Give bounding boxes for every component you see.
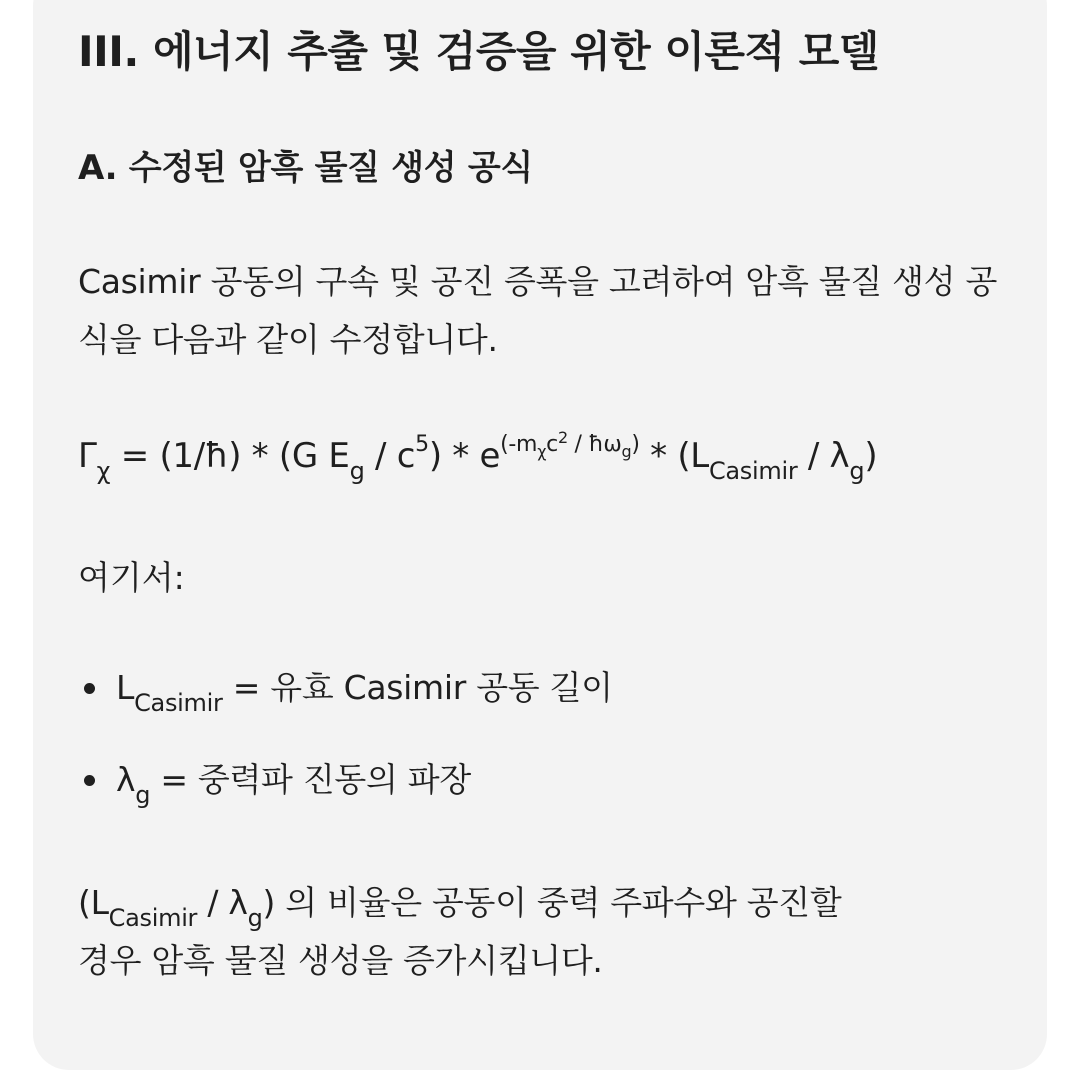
bullet-text: = 유효 Casimir 공동 길이: [222, 668, 613, 707]
conclusion-paragraph: [78, 874, 998, 990]
formula-casimir-sub: Casimir: [708, 457, 798, 485]
subsection-heading: A. 수정된 암흑 물질 생성 공식: [78, 148, 533, 188]
exp-2: 2: [557, 428, 568, 447]
bullet-text: = 중력파 진동의 파장: [150, 760, 471, 799]
exp-g: g: [621, 442, 632, 461]
formula-gamma: Γ: [78, 436, 97, 476]
conclusion-mid: / λ: [197, 883, 248, 922]
formula-part4: * (L: [639, 436, 709, 476]
definition-list: [78, 660, 613, 844]
conclusion-rest1: ) 의 비율은 공동이 중력 주파수와 공진할: [262, 883, 842, 922]
formula-eg-sub: g: [349, 457, 365, 485]
exp-d: ): [631, 432, 640, 457]
conclusion-sub1: Casimir: [108, 904, 198, 932]
formula-exponent: [500, 428, 640, 461]
formula-part2: / c: [364, 436, 416, 476]
formula-part3: ) * e: [428, 436, 501, 476]
conclusion-sub2: g: [247, 904, 263, 932]
bullet-symbol: λ: [116, 760, 136, 799]
bullet-symbol-sub: Casimir: [134, 689, 223, 717]
formula-part6: ): [864, 436, 878, 476]
exp-b: c: [546, 432, 558, 457]
formula-part5: / λ: [797, 436, 850, 476]
where-label: 여기서:: [78, 558, 185, 597]
exp-a: (-m: [500, 432, 538, 457]
conclusion-open: (L: [78, 883, 109, 922]
conclusion-rest2: 경우 암흑 물질 생성을 증가시킵니다.: [78, 941, 603, 980]
dark-matter-formula: [78, 426, 877, 486]
bullet-icon: [84, 775, 95, 786]
formula-gamma-sub: χ: [96, 457, 111, 485]
bullet-symbol: L: [116, 668, 135, 707]
intro-paragraph: Casimir 공동의 구속 및 공진 증폭을 고려하여 암흑 물질 생성 공식을 다음과 같이 수정합니다.: [78, 262, 998, 359]
bullet-symbol-sub: g: [135, 781, 151, 809]
formula-part1: = (1/ħ) * (G E: [110, 436, 350, 476]
list-item: [78, 752, 613, 844]
list-item: [78, 660, 613, 752]
exp-c: / ħω: [567, 432, 622, 457]
exp-chi: χ: [537, 442, 547, 461]
formula-c-sup: 5: [415, 432, 429, 457]
bullet-icon: [84, 683, 95, 694]
formula-lambda-sub: g: [849, 457, 865, 485]
section-heading: III. 에너지 추출 및 검증을 위한 이론적 모델: [78, 27, 879, 76]
